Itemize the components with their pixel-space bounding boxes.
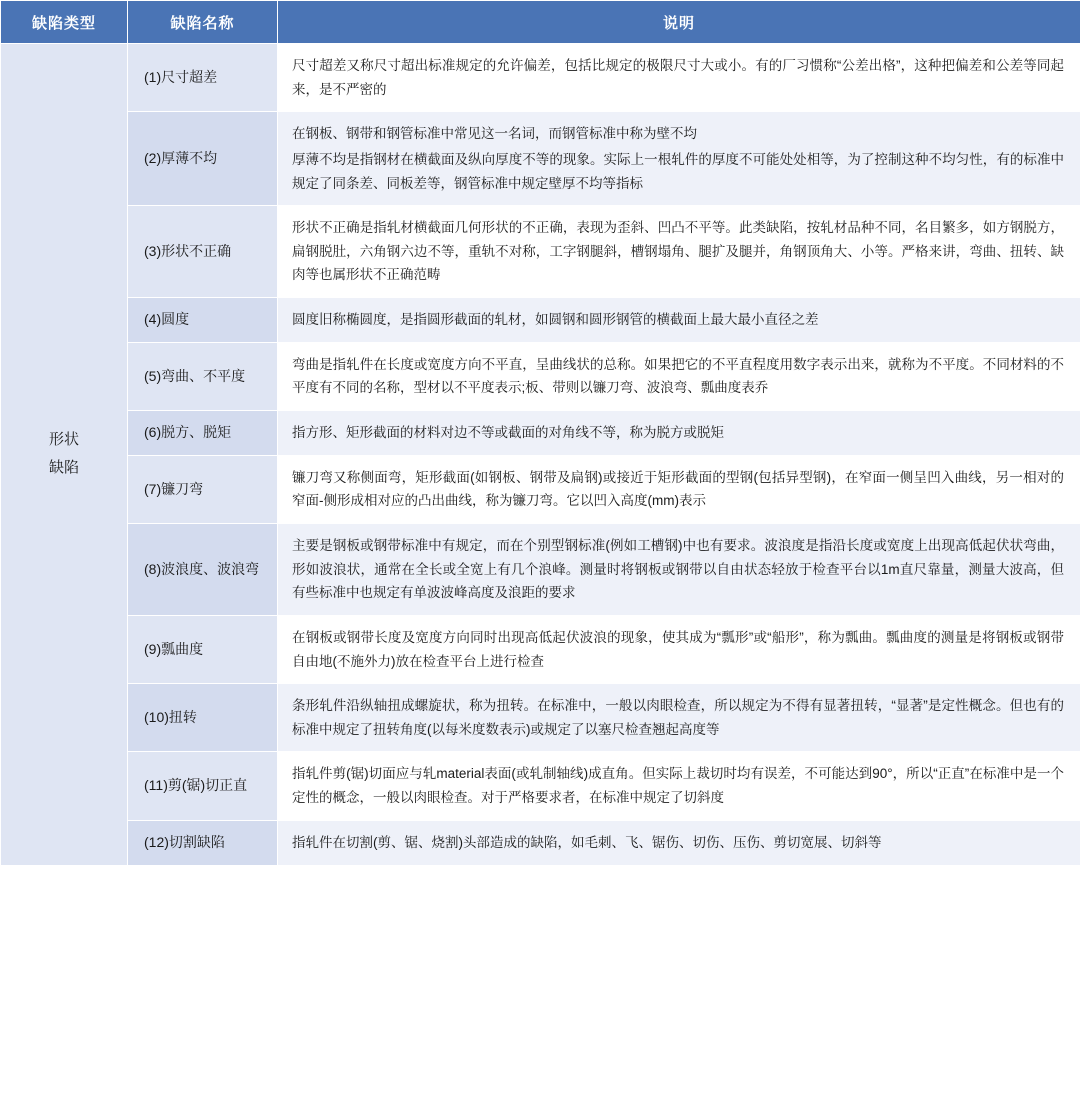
defect-name-cell: (11)剪(锯)切正直 (128, 752, 278, 820)
defect-name-cell: (3)形状不正确 (128, 206, 278, 298)
column-header-defect-name: 缺陷名称 (128, 1, 278, 44)
description-line: 指方形、矩形截面的材料对边不等或截面的对角线不等，称为脱方或脱矩 (292, 425, 724, 441)
defect-description-cell (278, 524, 1080, 616)
description-line: 条形轧件沿纵轴扭成螺旋状，称为扭转。在标准中，一般以肉眼检查，所以规定为不得有显著扭转，“显著”是定性概念。但也有的标准中规定了扭转角度(以每米度数表示)或规定了以塞尺检查翘起高度等 (292, 698, 1064, 737)
column-header-defect-type: 缺陷类型 (1, 1, 128, 44)
defect-name-cell: (5)弯曲、不平度 (128, 342, 278, 410)
table-header (1, 1, 1080, 44)
table-row (1, 455, 1080, 523)
description-line: 圆度旧称椭圆度，是指圆形截面的轧材，如圆钢和圆形钢管的横截面上最大最小直径之差 (292, 312, 819, 328)
defect-name-cell: (6)脱方、脱矩 (128, 411, 278, 456)
defect-description-cell (278, 615, 1080, 683)
defect-description-cell (278, 112, 1080, 206)
defect-description-cell (278, 44, 1080, 112)
table-row (1, 206, 1080, 298)
table-body (1, 44, 1080, 866)
description-line: 尺寸超差又称尺寸超出标准规定的允许偏差，包括比规定的极限尺寸大或小。有的厂习惯称“公差出格”，这种把偏差和公差等同起来，是不严密的 (292, 58, 1064, 97)
defect-name-cell: (2)厚薄不均 (128, 112, 278, 206)
description-line: 指轧件剪(锯)切面应与轧material表面(或轧制轴线)成直角。但实际上裁切时均有误差，不可能达到90°，所以“正直”在标准中是一个定性的概念，一般以肉眼检查。对于严格要求者，在标准中规定了切斜度 (292, 766, 1064, 806)
defect-description-cell (278, 455, 1080, 523)
column-header-description: 说明 (278, 1, 1080, 44)
defect-description-cell (278, 752, 1080, 820)
table-row (1, 752, 1080, 820)
description-line: 在钢板或钢带长度及宽度方向同时出现高低起伏波浪的现象，使其成为“瓢形”或“船形”，称为瓢曲。瓢曲度的测量是将钢板或钢带自由地(不施外力)放在检查平台上进行检查 (292, 629, 1064, 669)
defect-name-cell: (10)扭转 (128, 684, 278, 752)
defect-name-cell: (1)尺寸超差 (128, 44, 278, 112)
description-line: 指轧件在切割(剪、锯、烧割)头部造成的缺陷，如毛刺、飞、锯伤、切伤、压伤、剪切宽展、切斜等 (292, 834, 882, 850)
table-row (1, 615, 1080, 683)
description-line: 厚薄不均是指钢材在横截面及纵向厚度不等的现象。实际上一根轧件的厚度不可能处处相等，为了控制这种不均匀性，有的标准中规定了同条差、同板差等，钢管标准中规定壁厚不均等指标 (292, 151, 1064, 191)
defect-description-cell (278, 342, 1080, 410)
description-line: 主要是钢板或钢带标准中有规定，而在个别型钢标准(例如工槽钢)中也有要求。波浪度是指沿长度或宽度上出现高低起伏状弯曲，形如波浪状，通常在全长或全宽上有几个浪峰。测量时将钢板或钢带以自由状态轻放于检查平台以1m直尺靠量，测量大波高，但有些标准中也规定有单波波峰高度及浪距的要求 (292, 538, 1064, 601)
defect-name-cell: (8)波浪度、波浪弯 (128, 524, 278, 616)
defect-description-cell (278, 206, 1080, 298)
table-row (1, 524, 1080, 616)
description-line: 形状不正确是指轧材横截面几何形状的不正确，表现为歪斜、凹凸不平等。此类缺陷，按轧材品种不同，名目繁多，如方钢脱方，扁钢脱肚，六角钢六边不等，重轨不对称，工字钢腿斜，槽钢塌角、腿扩及腿并，角钢顶角大、小等。严格来讲，弯曲、扭转、缺肉等也属形状不正确范畴 (292, 220, 1064, 283)
header-row (1, 1, 1080, 44)
defect-name-cell: (12)切割缺陷 (128, 820, 278, 865)
table-row (1, 112, 1080, 206)
defect-description-cell (278, 684, 1080, 752)
description-line: 镰刀弯又称侧面弯，矩形截面(如钢板、钢带及扁钢)或接近于矩形截面的型钢(包括异型钢)，在窄面一侧呈凹入曲线，另一相对的窄面-侧形成相对应的凸出曲线，称为镰刀弯。它以凹入高度(mm)表示 (292, 469, 1064, 509)
table-row (1, 342, 1080, 410)
defect-category-cell: 形状 缺陷 (1, 44, 128, 866)
defect-description-cell (278, 820, 1080, 865)
table-row (1, 411, 1080, 456)
defect-name-cell: (9)瓢曲度 (128, 615, 278, 683)
defect-description-cell (278, 411, 1080, 456)
table-row (1, 684, 1080, 752)
description-line: 弯曲是指轧件在长度或宽度方向不平直，呈曲线状的总称。如果把它的不平直程度用数字表示出来，就称为不平度。不同材料的不平度有不同的名称，型材以不平度表示;板、带则以镰刀弯、波浪弯、瓢曲度表乔 (292, 356, 1064, 396)
defect-name-cell: (4)圆度 (128, 298, 278, 343)
description-line: 在钢板、钢带和钢管标准中常见这一名词，而钢管标准中称为壁不均 (292, 126, 697, 142)
defect-description-cell (278, 298, 1080, 343)
table-row (1, 44, 1080, 112)
defect-name-cell: (7)镰刀弯 (128, 455, 278, 523)
table-row (1, 298, 1080, 343)
table-row (1, 820, 1080, 865)
